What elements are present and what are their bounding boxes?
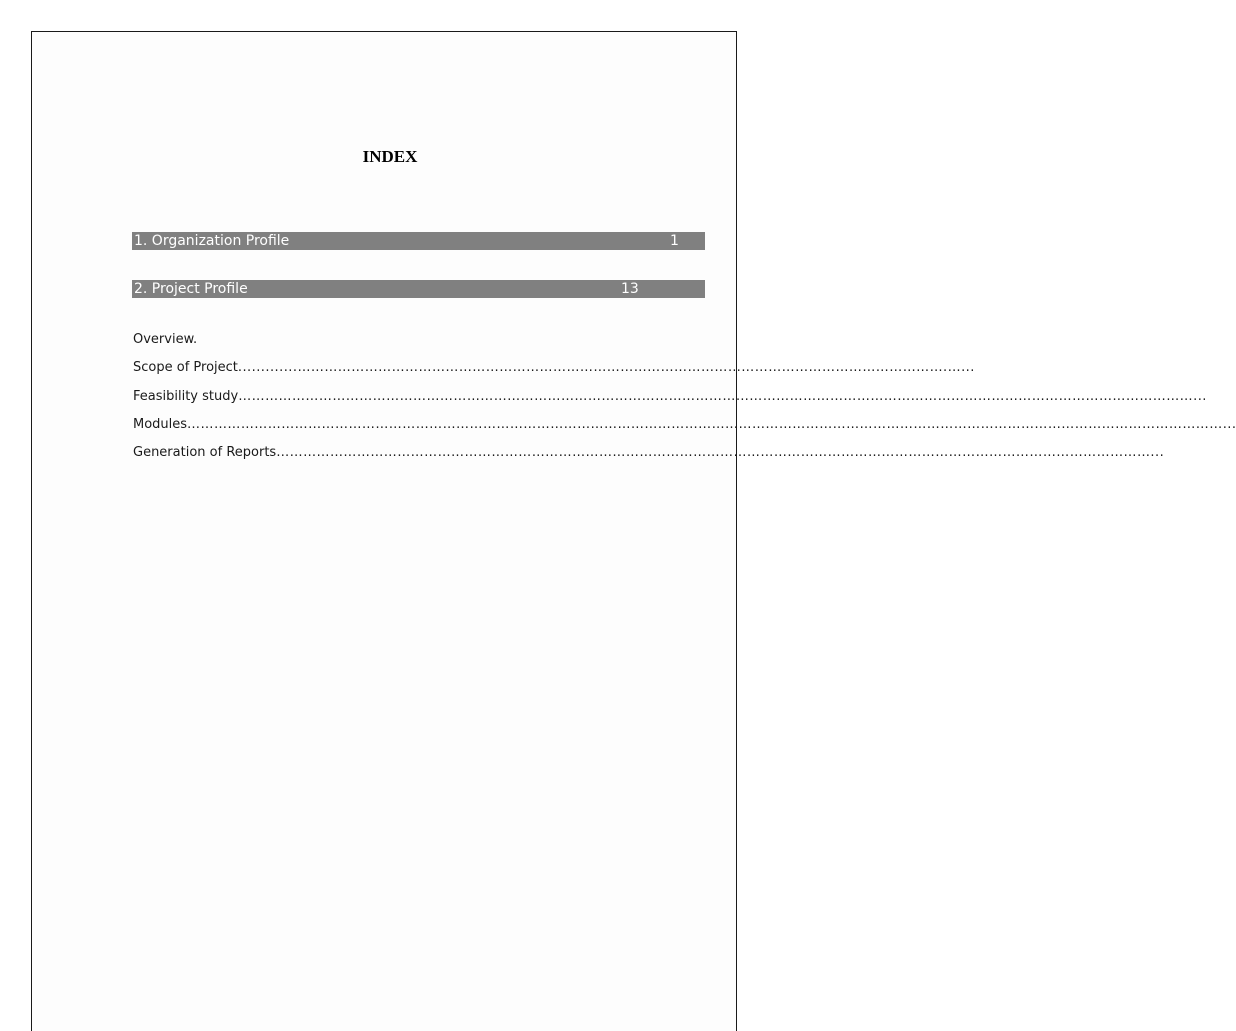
toc-entry-generation-of-reports	[133, 439, 1236, 467]
section-page-number: 1	[670, 233, 679, 249]
toc-dot-leader: ……………………………………………………………………………………………………………………………………………………………………………………………………………...	[187, 416, 1236, 432]
section-heading-project-profile	[132, 280, 705, 298]
section-heading-organization-profile	[132, 232, 705, 250]
section-label: 2. Project Profile	[134, 281, 248, 297]
toc-entry-label: Modules	[133, 416, 188, 432]
index-title: INDEX	[362, 147, 418, 166]
section-page-number: 13	[621, 281, 639, 297]
toc-entry-label: Feasibility study	[133, 388, 239, 404]
toc-dot-leader: .............……………………………………………………………………………………………………………………………….…...	[237, 360, 975, 376]
toc-dot-leader: ……………………………………………………………………………………………………………………………………………………………………………...	[276, 445, 1165, 461]
toc-entry-label: Scope of Project	[133, 360, 238, 376]
toc-entry-modules	[133, 411, 1236, 439]
section-label: 1. Organization Profile	[134, 233, 290, 249]
toc-entry-label: Overview.	[133, 332, 198, 347]
toc-entry-scope-of-project	[133, 354, 1236, 382]
document-page	[31, 31, 1236, 1031]
toc-entry-overview	[133, 326, 1236, 354]
toc-entry-list	[133, 326, 1236, 467]
toc-dot-leader: ……………………………………………………………………………………………………………………………………………………………………………………………...	[238, 388, 1207, 404]
toc-entry-feasibility-study	[133, 383, 1236, 411]
toc-entry-label: Generation of Reports	[133, 445, 277, 461]
